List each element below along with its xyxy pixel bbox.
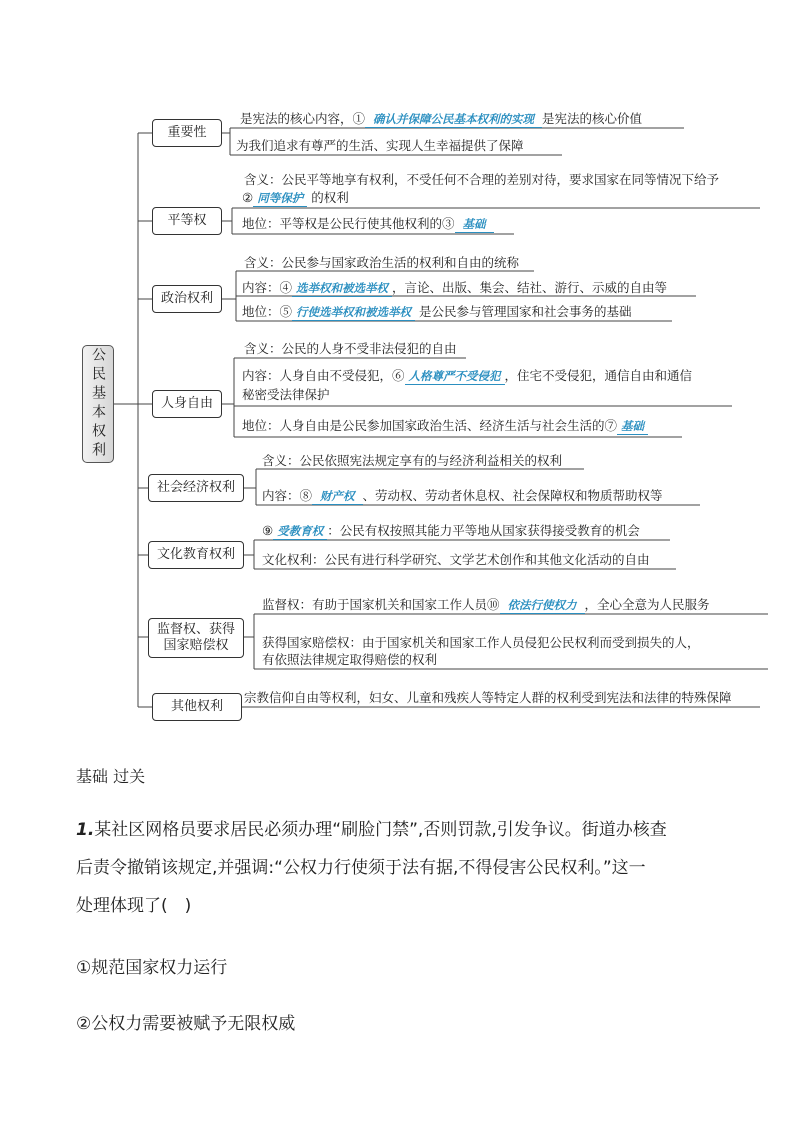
- answer-blank: 受教育权: [273, 523, 327, 540]
- branch-personal: [152, 390, 222, 418]
- answer-blank: 同等保护: [253, 190, 307, 207]
- branch-label: 人身自由: [160, 396, 213, 411]
- line-text: ，住宅不受侵犯，通信自由和通信: [504, 368, 693, 383]
- text-line: [262, 523, 640, 540]
- text-line: [242, 387, 330, 403]
- line-text: 监督权：有助于国家机关和国家工作人员⑩: [262, 597, 500, 612]
- line-text: ⑨: [262, 523, 274, 538]
- text-line: [262, 652, 437, 668]
- text-line: [244, 341, 457, 357]
- text-line: [244, 172, 719, 188]
- branch-label: 社会经济权利: [156, 480, 235, 495]
- branch-label: 政治权利: [160, 291, 213, 306]
- branch-equality: [152, 207, 222, 235]
- line-text: 文化权利：公民有进行科学研究、文学艺术创作和其他文化活动的自由: [262, 552, 650, 567]
- question-line: [76, 896, 191, 916]
- branch-label: 重要性: [167, 125, 207, 140]
- branch-importance: [152, 119, 222, 147]
- line-text: 内容：⑧: [262, 488, 313, 503]
- root-label: 公民基本权利: [90, 347, 106, 461]
- line-text: 是公民参与管理国家和社会事务的基础: [419, 304, 632, 319]
- option-text: ②公权力需要被赋予无限权威: [76, 1014, 296, 1034]
- branch-supervision: [148, 618, 244, 658]
- answer-blank: 确认并保障公民基本权利的实现: [365, 111, 542, 128]
- line-text: 宗教信仰自由等权利，妇女、儿童和残疾人等特定人群的权利受到宪法和法律的特殊保障: [244, 690, 732, 705]
- text-line: [242, 280, 667, 297]
- text-line: [240, 111, 642, 128]
- answer-blank: 基础: [455, 216, 494, 233]
- root-node: [82, 345, 114, 463]
- answer-blank: 基础: [617, 418, 648, 435]
- question-text: 处理体现了( ): [76, 896, 192, 916]
- line-text: 地位：平等权是公民行使其他权利的③: [242, 216, 455, 231]
- line-text: 是宪法的核心内容，①: [240, 111, 366, 126]
- text-line: [236, 138, 524, 154]
- line-text: ，全心全意为人民服务: [584, 597, 710, 612]
- line-text: 秘密受法律保护: [242, 387, 330, 402]
- text-line: [242, 190, 349, 207]
- text-line: [242, 304, 632, 321]
- answer-blank: 依法行使权力: [500, 597, 585, 614]
- question-text: 后责令撤销该规定,并强调:“公权力行使须于法有据,不得侵害公民权利。”这一: [76, 858, 646, 878]
- question-text: 某社区网格员要求居民必须办理“刷脸门禁”,否则罚款,引发争议。街道办核查: [94, 820, 667, 840]
- branch-label: 文化教育权利: [156, 547, 235, 562]
- text-line: [262, 552, 650, 568]
- line-text: 、劳动权、劳动者休息权、社会保障权和物质帮助权等: [362, 488, 663, 503]
- line-text: 为我们追求有尊严的生活、实现人生幸福提供了保障: [236, 138, 524, 153]
- answer-blank: 选举权和被选举权: [292, 280, 392, 297]
- text-line: [242, 418, 648, 435]
- text-line: [244, 690, 732, 706]
- answer-blank: 人格尊严不受侵犯: [405, 368, 505, 385]
- text-line: [242, 368, 692, 385]
- line-text: 含义：公民参与国家政治生活的权利和自由的统称: [244, 255, 520, 270]
- branch-label: 平等权: [167, 213, 207, 228]
- branch-economic: [148, 474, 244, 502]
- question-number: 1.: [76, 820, 95, 840]
- text-line: [262, 597, 710, 614]
- branch-label: 其他权利: [170, 699, 223, 714]
- option-1[interactable]: [76, 958, 227, 978]
- text-line: [262, 453, 562, 469]
- line-text: 内容：④: [242, 280, 293, 295]
- line-text: 有依照法律规定取得赔偿的权利: [262, 652, 438, 667]
- text-line: [244, 255, 519, 271]
- branch-culture: [148, 541, 244, 569]
- section-title: 基础 过关: [76, 767, 146, 786]
- line-text: 的权利: [311, 190, 349, 205]
- text-line: [242, 216, 494, 233]
- answer-blank: 行使选举权和被选举权: [292, 304, 415, 321]
- answer-blank: 财产权: [312, 488, 363, 505]
- line-text: 含义：公民平等地享有权利，不受任何不合理的差别对待，要求国家在同等情况下给予: [244, 172, 720, 187]
- line-text: ②: [242, 190, 254, 205]
- line-text: 含义：公民依照宪法规定享有的与经济利益相关的权利: [262, 453, 563, 468]
- line-text: 内容：人身自由不受侵犯，⑥: [242, 368, 405, 383]
- line-text: ：公民有权按照其能力平等地从国家获得接受教育的机会: [327, 523, 640, 538]
- line-text: ，言论、出版、集会、结社、游行、示威的自由等: [392, 280, 668, 295]
- branch-label: 监督权、获得国家赔偿权: [156, 622, 235, 653]
- option-text: ①规范国家权力运行: [76, 958, 228, 978]
- question-line: [76, 820, 667, 840]
- line-text: 地位：人身自由是公民参加国家政治生活、经济生活与社会生活的⑦: [242, 418, 618, 433]
- line-text: 地位：⑤: [242, 304, 293, 319]
- branch-other: [152, 693, 242, 721]
- line-text: 含义：公民的人身不受非法侵犯的自由: [244, 341, 457, 356]
- branch-political: [152, 285, 222, 313]
- line-text: 获得国家赔偿权：由于国家机关和国家工作人员侵犯公民权利而受到损失的人，: [262, 635, 700, 650]
- option-2[interactable]: [76, 1014, 295, 1034]
- text-line: [262, 488, 663, 505]
- text-line: [262, 635, 700, 651]
- question-line: [76, 858, 646, 878]
- line-text: 是宪法的核心价值: [542, 111, 643, 126]
